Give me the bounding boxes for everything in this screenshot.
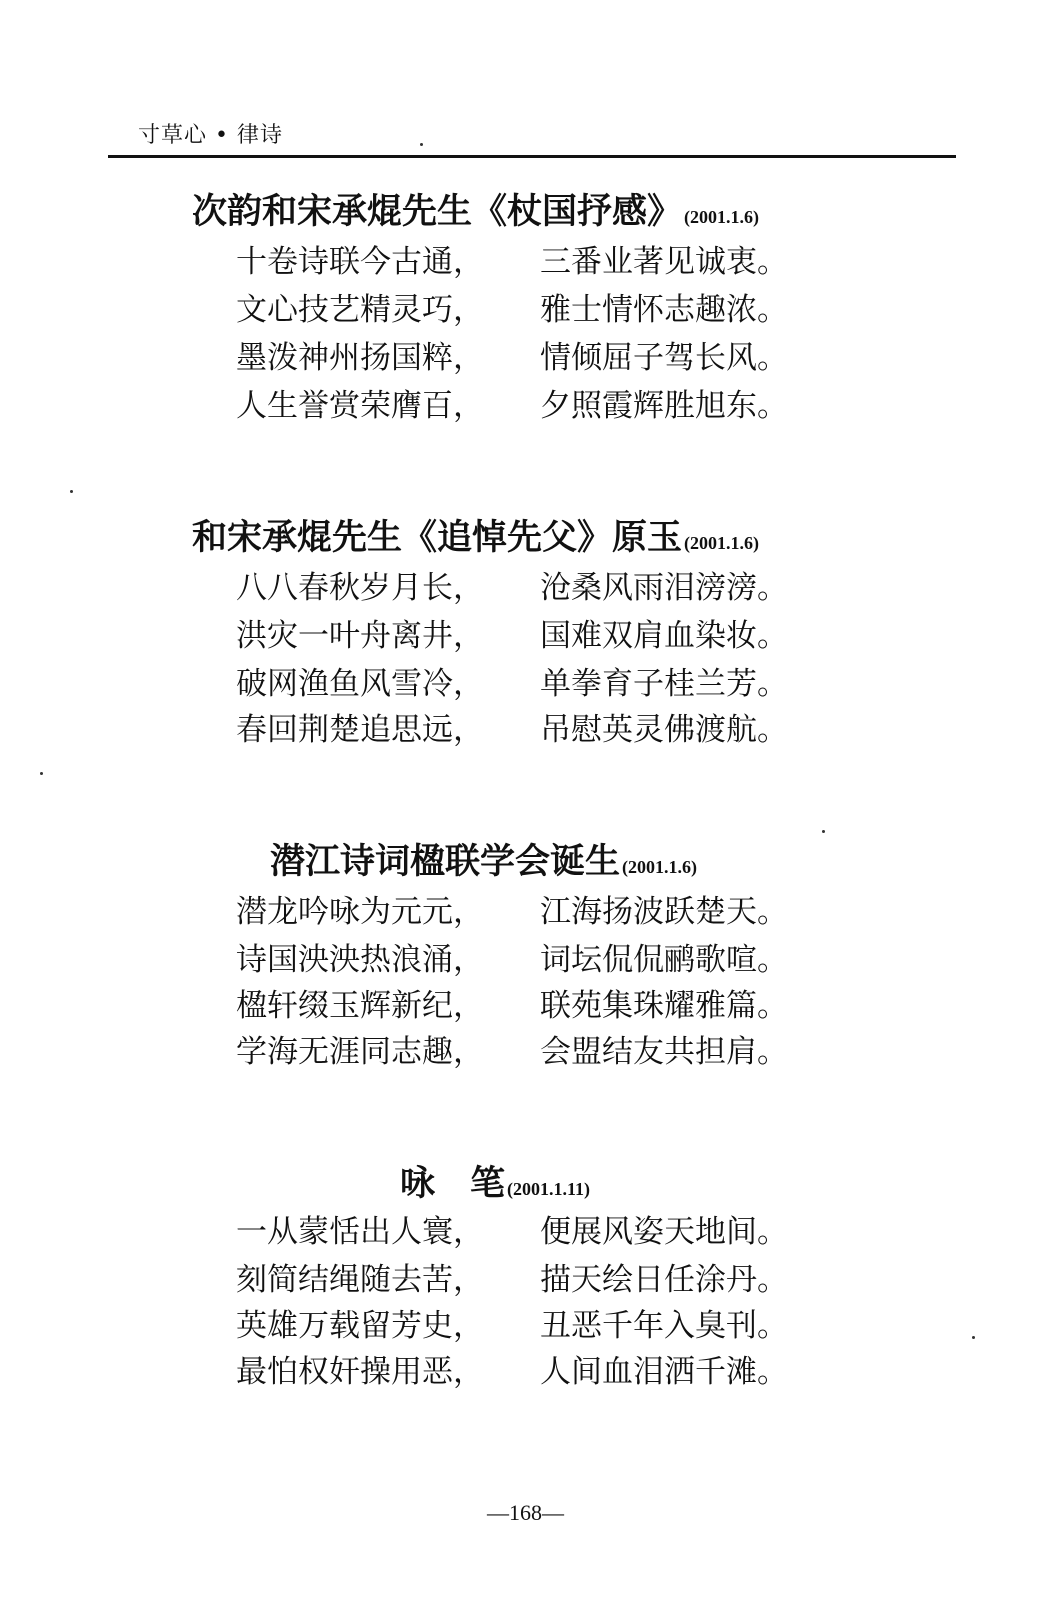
- line-first-half: 英雄万载留芳史，: [236, 1308, 484, 1344]
- poem-title-text: 咏 笔: [400, 1164, 506, 1204]
- line-first-half: 最怕权奸操用恶，: [236, 1354, 484, 1390]
- poem-date: (2001.1.6): [684, 207, 760, 227]
- line-first-half: 学海无涯同志趣，: [236, 1034, 484, 1070]
- poem-date: (2001.1.11): [507, 1179, 591, 1199]
- poem-title-text: 潜江诗词楹联学会诞生: [270, 842, 621, 882]
- poem-line: [0, 286, 1051, 334]
- line-second-half: 单拳育子桂兰芳。: [540, 666, 788, 702]
- poem-line: [0, 612, 1051, 660]
- line-second-half: 沧桑风雨泪滂滂。: [540, 570, 788, 606]
- poem-line: [0, 1302, 1051, 1350]
- poem-line: [0, 888, 1051, 936]
- poem-line: [0, 1028, 1051, 1076]
- line-second-half: 夕照霞辉胜旭东。: [540, 388, 788, 424]
- poem-line: [0, 564, 1051, 612]
- line-second-half: 雅士情怀志趣浓。: [540, 292, 788, 328]
- line-second-half: 江海扬波跃楚天。: [540, 894, 788, 930]
- poem-title: [400, 1164, 590, 1209]
- line-second-half: 联苑集珠耀雅篇。: [540, 988, 788, 1024]
- poem-line: [0, 660, 1051, 708]
- scan-speck: [70, 490, 73, 493]
- poem-title-text: 和宋承焜先生《追悼先父》原玉: [192, 518, 683, 558]
- scan-speck: [420, 143, 423, 146]
- line-first-half: 八八春秋岁月长，: [236, 570, 484, 606]
- line-first-half: 洪灾一叶舟离井，: [236, 618, 484, 654]
- poem-date: (2001.1.6): [684, 533, 760, 553]
- line-first-half: 十卷诗联今古通，: [236, 244, 484, 280]
- line-first-half: 诗国泱泱热浪涌，: [236, 942, 484, 978]
- line-second-half: 人间血泪洒千滩。: [540, 1354, 788, 1390]
- line-second-half: 情倾屈子驾长风。: [540, 340, 788, 376]
- poem-date: (2001.1.6): [622, 857, 698, 877]
- line-second-half: 词坛侃侃鹂歌喧。: [540, 942, 788, 978]
- line-second-half: 国难双肩血染妆。: [540, 618, 788, 654]
- scan-speck: [822, 830, 825, 833]
- line-first-half: 破网渔鱼风雪冷，: [236, 666, 484, 702]
- scan-speck: [972, 1336, 975, 1339]
- line-second-half: 三番业著见诚衷。: [540, 244, 788, 280]
- running-header: 寸草心 • 律诗: [138, 123, 283, 148]
- line-first-half: 墨泼神州扬国粹，: [236, 340, 484, 376]
- line-first-half: 楹轩缀玉辉新纪，: [236, 988, 484, 1024]
- line-second-half: 丑恶千年入臭刊。: [540, 1308, 788, 1344]
- header-rule: [108, 155, 956, 158]
- line-first-half: 一从蒙恬出人寰，: [236, 1214, 484, 1250]
- poem-title: [270, 842, 697, 887]
- poem-line: [0, 238, 1051, 286]
- line-second-half: 吊慰英灵佛渡航。: [540, 712, 788, 748]
- poem-line: [0, 936, 1051, 984]
- scan-speck: [40, 772, 43, 775]
- line-first-half: 春回荆楚追思远，: [236, 712, 484, 748]
- poem-line: [0, 1208, 1051, 1256]
- poem-title-text: 次韵和宋承焜先生《杖国抒感》: [192, 192, 683, 232]
- poem-title: [192, 518, 759, 563]
- line-first-half: 文心技艺精灵巧，: [236, 292, 484, 328]
- poem-line: [0, 382, 1051, 430]
- page-number: —168—: [487, 1500, 564, 1525]
- poem-title: [192, 192, 759, 237]
- poem-line: [0, 334, 1051, 382]
- line-first-half: 人生誉赏荣膺百，: [236, 388, 484, 424]
- line-second-half: 描天绘日任涂丹。: [540, 1262, 788, 1298]
- poem-line: [0, 706, 1051, 754]
- poem-line: [0, 1256, 1051, 1304]
- line-first-half: 刻简结绳随去苦，: [236, 1262, 484, 1298]
- poem-line: [0, 1348, 1051, 1396]
- line-second-half: 便展风姿天地间。: [540, 1214, 788, 1250]
- line-second-half: 会盟结友共担肩。: [540, 1034, 788, 1070]
- line-first-half: 潜龙吟咏为元元，: [236, 894, 484, 930]
- poem-line: [0, 982, 1051, 1030]
